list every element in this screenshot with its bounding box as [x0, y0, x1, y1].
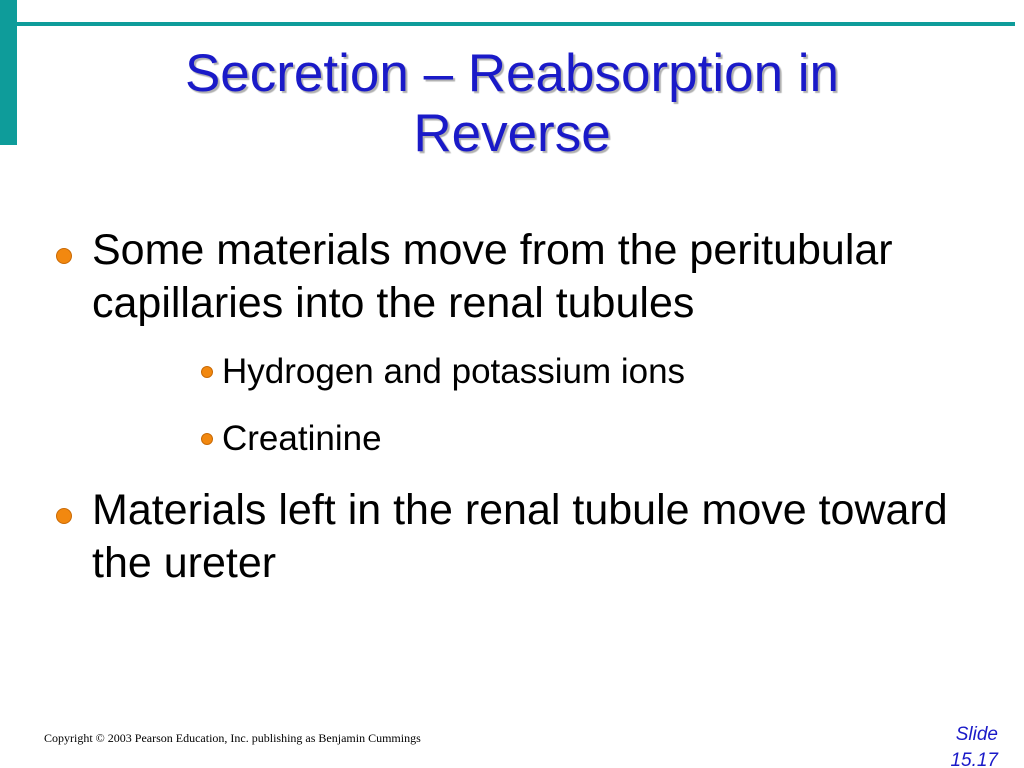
- bullet-dot-icon: [56, 248, 72, 264]
- bullet-text: Materials left in the renal tubule move toward the ureter: [92, 486, 948, 587]
- sub-bullet-text: Creatinine: [222, 419, 382, 458]
- title-line-2: Reverse: [413, 104, 611, 163]
- sub-bullet-item: [92, 417, 984, 461]
- accent-bar-vertical: [0, 0, 17, 145]
- sub-bullet-item: [92, 350, 984, 394]
- sub-bullet-dot-icon: [201, 433, 213, 445]
- sub-bullet-text: Hydrogen and potassium ions: [222, 352, 686, 391]
- sub-bullet-list: [92, 350, 984, 461]
- sub-bullet-dot-icon: [201, 366, 213, 378]
- bullet-list: [0, 224, 1024, 590]
- bullet-item: [0, 484, 1024, 590]
- slide-number-label: [908, 722, 998, 768]
- bullet-text: Some materials move from the peritubular capillaries into the renal tubules: [92, 226, 893, 327]
- bullet-dot-icon: [56, 508, 72, 524]
- title-line-1: Secretion – Reabsorption in: [184, 44, 840, 103]
- slide-title: [40, 44, 984, 164]
- footer-copyright: Copyright © 2003 Pearson Education, Inc. publishing as Benjamin Cummings: [44, 731, 421, 745]
- slide-number: 15.17: [950, 750, 998, 768]
- bullet-item: [0, 224, 1024, 461]
- slide-label: Slide: [955, 724, 998, 745]
- accent-bar-horizontal: [17, 22, 1015, 26]
